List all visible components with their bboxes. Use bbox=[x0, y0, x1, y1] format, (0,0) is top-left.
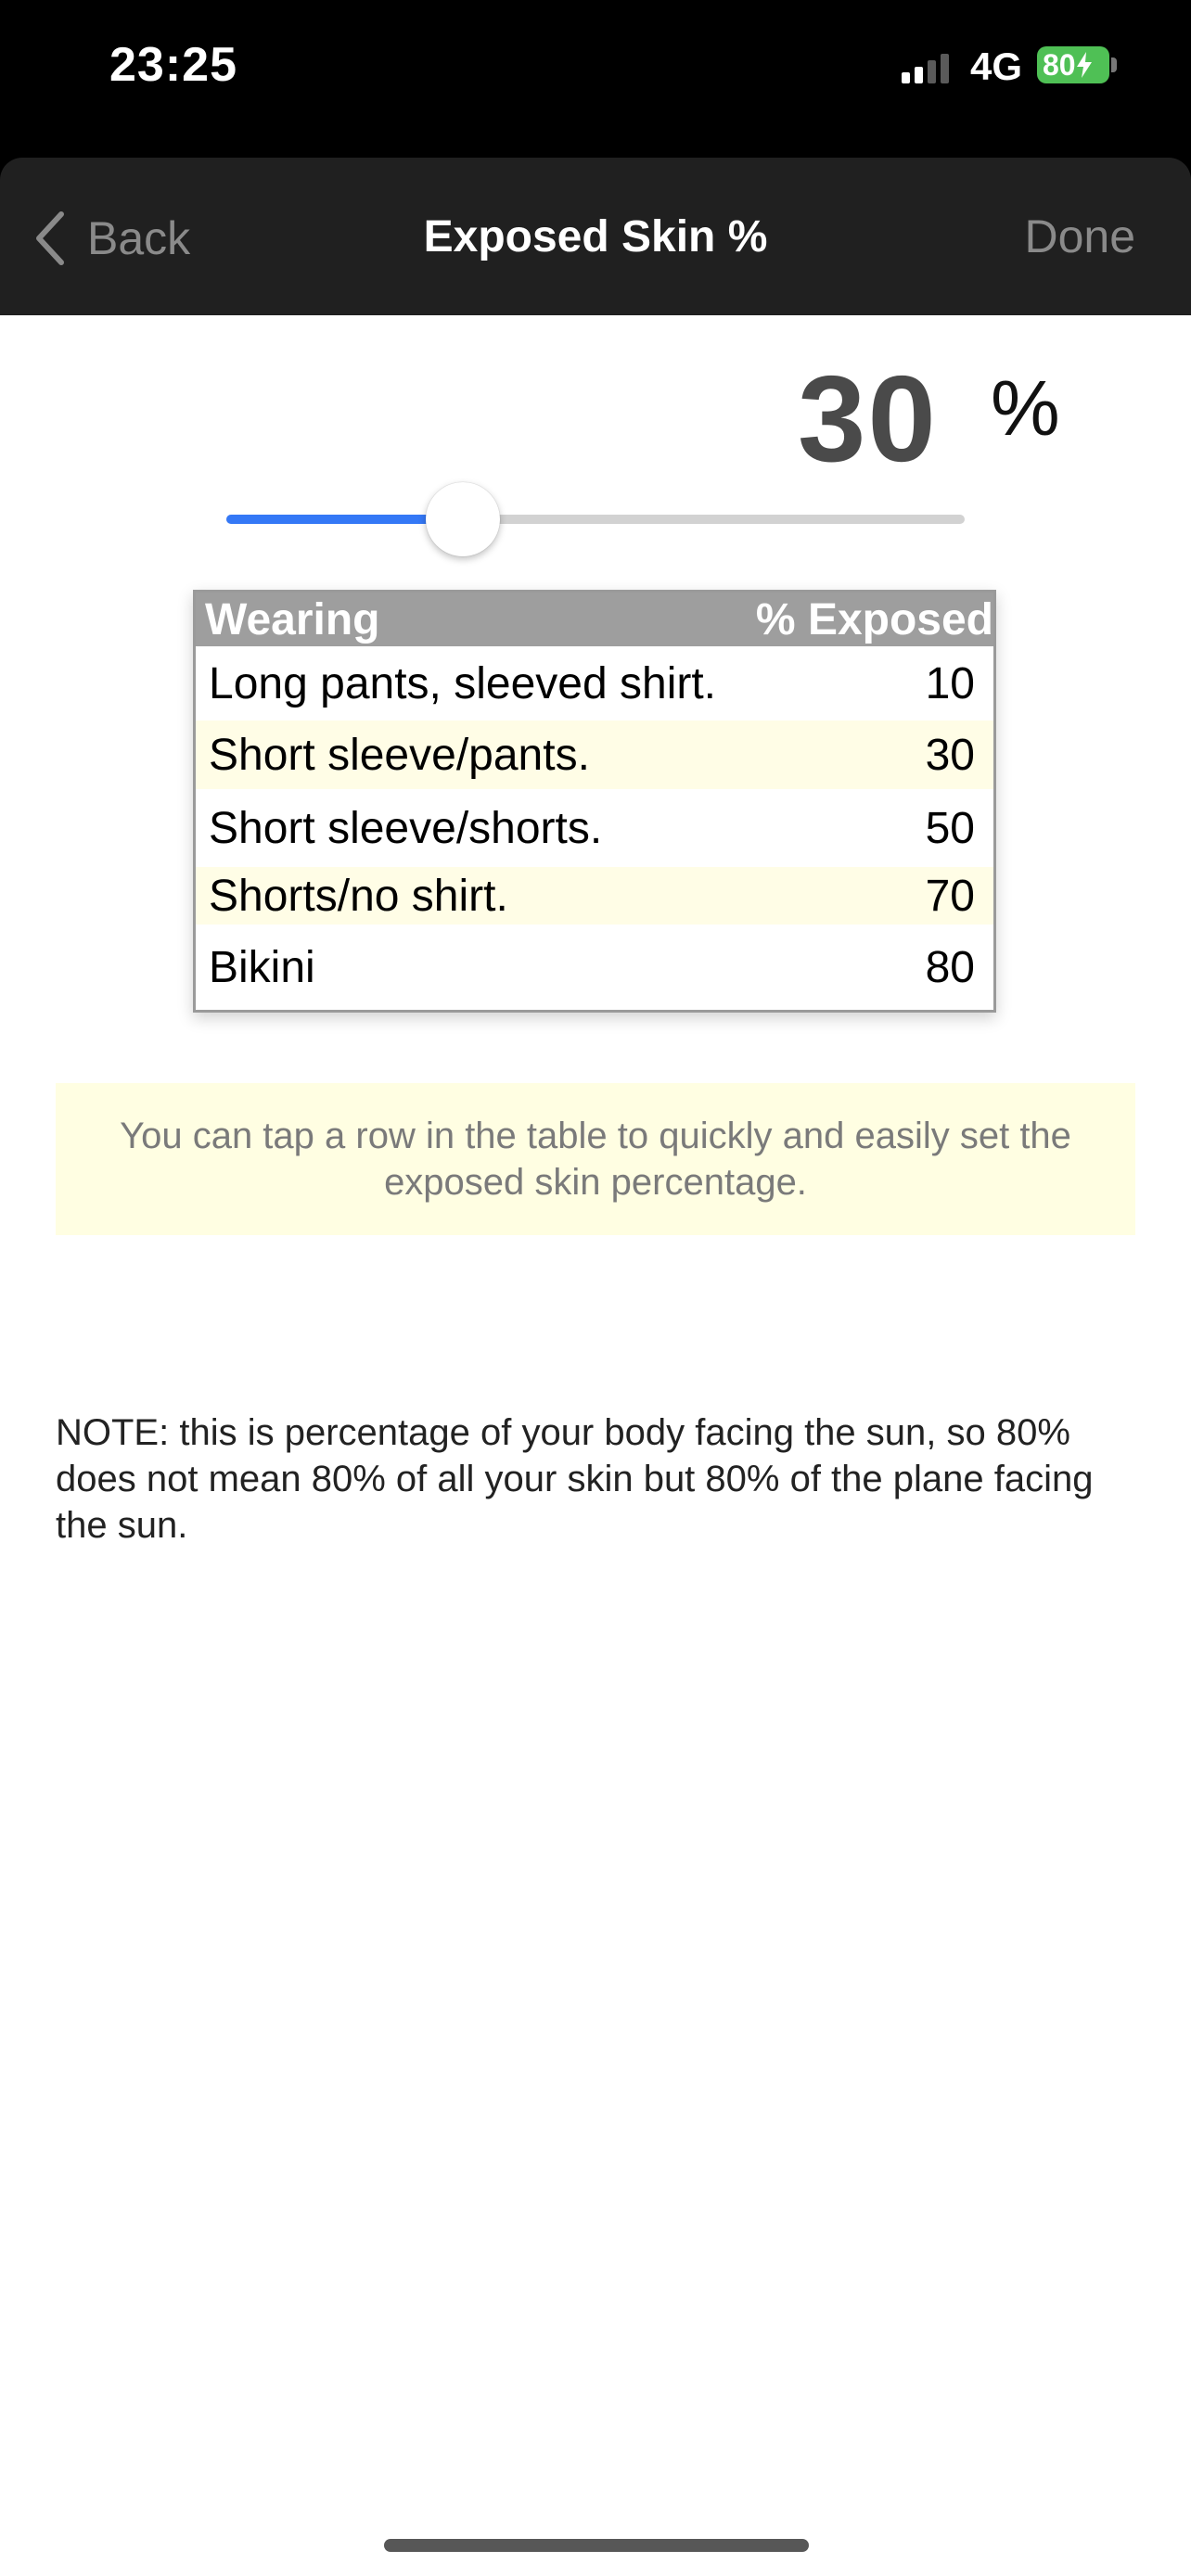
charging-bolt-icon bbox=[1076, 52, 1093, 78]
tip-banner bbox=[56, 1083, 1135, 1235]
done-button[interactable]: Done bbox=[1024, 210, 1135, 262]
battery-icon bbox=[1037, 46, 1109, 83]
table-row[interactable] bbox=[196, 925, 993, 1010]
slider-thumb[interactable] bbox=[426, 482, 500, 556]
column-header-exposed: % Exposed bbox=[755, 594, 993, 644]
network-type: 4G bbox=[970, 45, 1023, 88]
home-indicator[interactable] bbox=[384, 2539, 809, 2552]
table-row[interactable] bbox=[196, 721, 993, 789]
battery-cap bbox=[1111, 57, 1117, 72]
table-row[interactable] bbox=[196, 646, 993, 721]
row-exposed: 70 bbox=[925, 871, 975, 921]
exposed-skin-slider[interactable] bbox=[226, 482, 965, 556]
table-row[interactable] bbox=[196, 789, 993, 867]
row-exposed: 10 bbox=[925, 658, 975, 708]
table-header bbox=[196, 593, 993, 646]
note-text: NOTE: this is percentage of your body facing the sun, so 80% does not mean 80% of all your skin but 80% of the plane facing the sun. bbox=[56, 1412, 1094, 1546]
page-title: Exposed Skin % bbox=[423, 212, 768, 261]
row-wearing: Shorts/no shirt. bbox=[209, 871, 508, 921]
row-exposed: 50 bbox=[925, 803, 975, 853]
navigation-bar bbox=[0, 158, 1191, 315]
row-wearing: Long pants, sleeved shirt. bbox=[209, 658, 717, 708]
status-bar bbox=[0, 0, 1191, 158]
tip-text: You can tap a row in the table to quickly and easily set the exposed skin percentage. bbox=[120, 1116, 1071, 1203]
column-header-wearing: Wearing bbox=[205, 594, 380, 644]
exposed-percentage-value: 30 bbox=[798, 351, 938, 487]
row-wearing: Short sleeve/pants. bbox=[209, 730, 590, 780]
battery-level: 80 bbox=[1043, 47, 1076, 82]
status-time: 23:25 bbox=[109, 38, 237, 92]
row-wearing: Short sleeve/shorts. bbox=[209, 803, 603, 853]
back-label: Back bbox=[87, 212, 191, 264]
clothing-table bbox=[193, 590, 996, 1013]
main-content bbox=[0, 315, 1191, 2576]
row-exposed: 30 bbox=[925, 730, 975, 780]
cellular-signal-icon bbox=[902, 52, 957, 85]
row-wearing: Bikini bbox=[209, 942, 315, 992]
percent-unit: % bbox=[991, 364, 1060, 452]
table-row[interactable] bbox=[196, 867, 993, 925]
row-exposed: 80 bbox=[925, 942, 975, 992]
